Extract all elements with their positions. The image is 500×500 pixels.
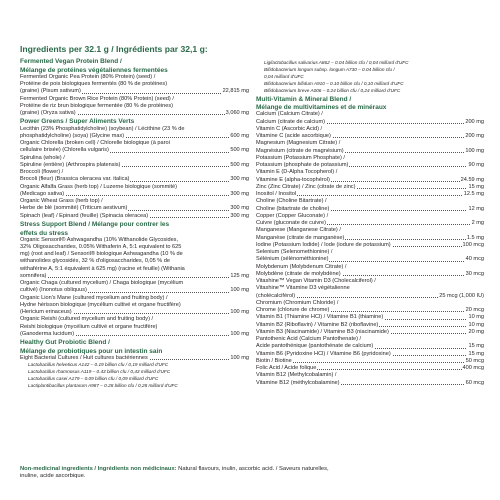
ingredient-line <box>20 198 249 205</box>
ingredient-amount: 22,815 mg <box>222 88 249 95</box>
ingredient-line <box>256 169 484 176</box>
ingredient-line <box>20 213 249 220</box>
ingredient-text: Herbe de blé (sommité) (Triticum aestivum) <box>20 205 128 212</box>
ingredient-text: Folic Acid / Acide folique <box>256 365 317 372</box>
ingredient-text: Vitamin B2 (Riboflavin) / Vitamine B2 (riboflavine) <box>256 321 379 328</box>
ingredient-amount: 125 mg <box>230 272 249 279</box>
ingredient-line <box>20 169 249 176</box>
ingredient-text: cellulaire brisée) (Chlorella vulgaris) <box>20 147 109 154</box>
ingredient-amount: 600 mg <box>230 132 249 139</box>
ingredient-amount: 10 mg <box>468 314 484 321</box>
ingredient-text: Organic Chlorella (broken cell) / Chlorelle biologique (à paroi <box>20 140 170 147</box>
ingredient-line <box>256 177 484 184</box>
non-medicinal-text-1: Natural flavours, inulin, ascorbic acid. / Saveurs naturelles, <box>176 466 329 472</box>
ingredient-text: somnifera) <box>20 272 47 279</box>
ingredient-text: (Ganoderma lucidum) <box>20 330 75 337</box>
ingredient-line <box>256 184 484 191</box>
ingredient-text: Potassium (phosphate de potassium) <box>256 162 349 169</box>
ingredient-amount: 100 mcg <box>462 241 484 248</box>
ingredient-line <box>20 110 249 117</box>
section-heading: effets du stress <box>20 229 69 237</box>
ingredient-line <box>256 235 484 242</box>
ingredient-text: Lactiplantibacillus plantarum A987 – 0.28 billion cfu / 0,28 milliard d'UFC <box>28 382 178 388</box>
ingredient-line <box>256 322 484 329</box>
ingredient-text: Vitamin B12 (Methylcobalamin) / <box>256 372 337 379</box>
ingredient-text: phosphatidylcholine) (soya) (Glycine max) <box>20 132 125 139</box>
ingredient-line <box>20 81 249 88</box>
section-heading: Fermented Vegan Protein Blend / <box>20 58 122 66</box>
ingredient-line <box>256 206 484 213</box>
ingredient-line <box>20 103 249 110</box>
ingredient-text: Vitamine B12 (méthylcobalamine) <box>256 379 340 386</box>
ingredient-line <box>256 329 484 336</box>
ingredient-amount: 40 mcg <box>465 256 484 263</box>
ingredient-text: Biotin / Biotine <box>256 357 292 364</box>
ingredient-amount: 2 mg <box>471 220 484 227</box>
ingredient-text: Vitamin C (Ascorbic Acid) / <box>256 125 323 132</box>
section-heading: Mélange de probiotiques pour un intestin sain <box>20 347 163 355</box>
ingredient-line <box>20 191 249 198</box>
ingredient-line <box>256 278 484 285</box>
ingredient-line <box>20 176 249 183</box>
non-medicinal-text-2: inuline, acide ascorbique. <box>20 473 86 480</box>
ingredient-line <box>20 184 249 191</box>
ingredient-line <box>256 155 484 162</box>
ingredient-line <box>20 126 249 133</box>
ingredient-amount: 400 mcg <box>462 365 484 372</box>
ingredients-title: Ingredients per 32.1 g / Ingrédients par 32,1 g: <box>20 44 208 54</box>
ingredient-amount: 200 mg <box>465 133 484 140</box>
ingredient-text: (cholécalciférol) <box>256 292 296 299</box>
ingredient-line <box>256 126 484 133</box>
ingredient-line <box>20 205 249 212</box>
ingredient-text: Lecithin (23% Phosphatidylcholine) (soybean) / Lécithine (23 % de <box>20 125 185 132</box>
ingredient-line <box>256 307 484 314</box>
ingredient-line <box>256 191 484 198</box>
ingredient-amount: 50 mcg <box>465 357 484 364</box>
section-heading: Mélange de multivitamines et de minéraux <box>256 104 387 112</box>
section-heading: Power Greens / Super Aliments Verts <box>20 118 135 126</box>
ingredient-text: Spinach (leaf) / Épinard (feuille) (Spinacia oleracea) <box>20 212 149 219</box>
ingredient-line <box>256 380 484 387</box>
ingredient-amount: 24.59 mg <box>460 176 484 183</box>
ingredient-text: Bifidobacterium breve A006 – 0.24 billion cfu / 0,24 milliard d'UFC <box>264 87 401 93</box>
ingredient-line <box>256 271 484 278</box>
section-heading: Stress Support Blend / Mélange pour contrer les <box>20 221 170 229</box>
culture-line <box>20 369 249 376</box>
ingredient-line <box>20 280 249 287</box>
ingredient-amount: 100 mg <box>230 330 249 337</box>
ingredient-line <box>256 256 484 263</box>
ingredient-text: cultivé) (Inonotus obliquus) <box>20 287 87 294</box>
ingredient-text: (graine) (Oryza sativa) <box>20 110 76 117</box>
ingredient-amount: 60 mcg <box>465 379 484 386</box>
ingredient-amount: 300 mg <box>230 190 249 197</box>
culture-line <box>20 376 249 383</box>
ingredient-line <box>20 324 249 331</box>
ingredient-line <box>20 273 249 280</box>
ingredient-amount: 1.5 mg <box>466 234 484 241</box>
ingredient-amount: 200 mg <box>465 118 484 125</box>
ingredient-amount: 90 mg <box>468 162 484 169</box>
ingredient-text: Fermented Organic Brown Rice Protein (80% Protein) (seed) / <box>20 95 174 102</box>
ingredient-text: Vitamin B3 (Niacinamide) / Vitamine B3 (niacinamide) <box>256 328 389 335</box>
ingredient-line <box>256 293 484 300</box>
ingredient-text: Organic Reishi (cultured mycelium and fruiting body) / <box>20 316 154 323</box>
ingredient-text: Protéine de pois biologiques fermentés (80 % de protéines) <box>20 81 168 88</box>
ingredient-text: Vitamin B6 (Pyridoxine HCl) / Vitamine B6 (pyridoxine) <box>256 350 391 357</box>
ingredient-text: Ligilactobacillus salivarius A862 – 0.04 billion cfu / 0,04 milliard d'UFC <box>264 60 409 65</box>
ingredient-line <box>256 343 484 350</box>
culture-line <box>256 60 484 67</box>
ingredient-line <box>256 264 484 271</box>
ingredient-text: Manganèse (citrate de manganèse) <box>256 234 345 241</box>
ingredient-text: (Medicago sativa) <box>20 190 65 197</box>
ingredient-text: Organic Lion's Mane (cultured mycelium and fruiting body) / <box>20 294 168 301</box>
ingredient-amount: 20 mcg <box>465 307 484 314</box>
ingredient-amount: 15 mg <box>468 350 484 357</box>
ingredient-line <box>256 198 484 205</box>
ingredient-text: Vitamin B1 (Thiamine HCl) / Vitamine B1 (thiamine) <box>256 314 384 321</box>
ingredient-amount: 300 mg <box>230 205 249 212</box>
ingredient-text: Vitamine E (alpha-tocophérol) <box>256 176 330 183</box>
ingredient-line <box>20 162 249 169</box>
ingredient-text: Vitamine C (acide ascorbique) <box>256 133 331 140</box>
culture-line <box>20 362 249 369</box>
ingredient-text: Cuivre (gluconate de cuivre) <box>256 220 326 227</box>
ingredient-text: Calcium (Calcium Citrate) / <box>256 111 323 118</box>
ingredient-text: Inositol / Inositol <box>256 191 297 198</box>
ingredient-line <box>20 237 249 244</box>
section-heading: Multi-Vitamin & Mineral Blend / <box>256 95 352 103</box>
ingredient-line <box>20 96 249 103</box>
ingredient-amount: 12 mg <box>468 205 484 212</box>
ingredient-text: Spiruline (entière) (Arthrospira platensis) <box>20 161 121 168</box>
ingredient-line <box>20 316 249 323</box>
ingredient-text: Organic Wheat Grass (herb top) / <box>20 198 103 205</box>
ingredient-text: Molybdène (citrate de molybdène) <box>256 270 341 277</box>
ingredient-text: Fermented Organic Pea Protein (80% Protein) (seed) / <box>20 73 156 80</box>
ingredient-text: (graine) (Pisum sativum) <box>20 88 81 95</box>
ingredient-line <box>256 227 484 234</box>
ingredient-line <box>256 285 484 292</box>
ingredient-text: Magnesium (Magnesium Citrate) / <box>256 140 341 147</box>
ingredient-line <box>256 162 484 169</box>
ingredient-text: Choline (Choline Bitartrate) / <box>256 198 327 205</box>
ingredient-text: Bifidobacterium bifidum A910 – 0.10 billion cfu / 0,10 milliard d'UFC <box>264 80 404 86</box>
ingredient-amount: 30 mcg <box>465 270 484 277</box>
ingredient-line <box>256 358 484 365</box>
ingredient-text: Potassium (Potassium Phosphate) / <box>256 154 345 161</box>
ingredient-line <box>256 314 484 321</box>
ingredient-line <box>20 266 249 273</box>
ingredient-text: Spirulina (whole) / <box>20 154 65 161</box>
ingredient-line <box>20 287 249 294</box>
ingredient-text: Choline (bitartrate de choline) <box>256 205 330 212</box>
ingredient-line <box>20 258 249 265</box>
ingredient-text: Vitamin E (D-Alpha Tocopherol) / <box>256 169 338 176</box>
ingredient-text: Organic Alfalfa Grass (herb top) / Luzerne biologique (sommité) <box>20 183 178 190</box>
ingredient-amount: 300 mg <box>230 212 249 219</box>
ingredient-line <box>20 140 249 147</box>
ingredient-text: Calcium (citrate de calcium) <box>256 118 326 125</box>
ingredient-line <box>256 249 484 256</box>
ingredient-text: (Hericium erinaceus) <box>20 309 72 316</box>
ingredient-text: Lactobacillus rhamnosus A119 – 0.43 billion cfu / 0,43 milliard d'UFC <box>28 369 171 375</box>
non-medicinal-label: Non-medicinal ingredients / Ingrédients non médicinaux: <box>20 466 177 472</box>
ingredient-text: Pantothenic Acid (Calcium Pantothenate) / <box>256 336 362 343</box>
ingredient-text: 0,04 milliard d'UFC <box>264 73 304 79</box>
ingredient-amount: 300 mg <box>230 176 249 183</box>
ingredient-line <box>256 336 484 343</box>
ingredient-text: withaférine A, 5:1 équivalent à 625 mg) (racine et feuille) (Withania <box>20 265 185 272</box>
ingredient-line <box>20 74 249 81</box>
ingredient-line <box>20 244 249 251</box>
ingredient-text: Reishi biologique (mycélium cultivé et organe fructifère) <box>20 323 158 330</box>
ingredient-line <box>256 133 484 140</box>
ingredient-amount: 15 mg <box>468 183 484 190</box>
ingredient-text: Brocoli (fleur) (Brassica oleracea var. italica) <box>20 176 130 183</box>
culture-line <box>256 74 484 81</box>
ingredient-text: Sélénium (sélénométhionine) <box>256 256 329 263</box>
ingredient-line <box>256 242 484 249</box>
section-heading: Mélange de protéines végétaliennes fermentées <box>20 66 168 74</box>
ingredient-line <box>256 148 484 155</box>
ingredient-line <box>20 155 249 162</box>
ingredient-text: Zinc (Zinc Citrate) / Zinc (citrate de zinc) <box>256 183 356 190</box>
ingredient-text: Chrome (chlorure de chrome) <box>256 307 330 314</box>
ingredient-line <box>20 147 249 154</box>
ingredient-text: Organic Chaga (cultured mycelium) / Chaga biologique (mycélium <box>20 280 184 287</box>
ingredient-line <box>20 331 249 338</box>
ingredient-text: Manganese (Manganese Citrate) / <box>256 227 341 234</box>
ingredient-text: Broccoli (flower) / <box>20 169 64 176</box>
ingredient-text: Eight Bacterial Cultures / Huit cultures bactériennes <box>20 354 148 361</box>
culture-line <box>256 88 484 95</box>
ingredient-line <box>256 300 484 307</box>
non-medicinal-ingredients <box>20 466 488 481</box>
right-column <box>256 60 484 387</box>
ingredient-line <box>20 355 249 362</box>
ingredient-text: Chromium (Chromium Chloride) / <box>256 299 339 306</box>
ingredient-text: Vitashine™ Vitamine D3 végétalienne <box>256 285 350 292</box>
ingredient-text: Lactobacillus casei A179 – 0.09 billion cfu / 0,09 milliard d'UFC <box>28 376 159 382</box>
ingredient-amount: 100 mg <box>230 354 249 361</box>
ingredient-amount: 100 mg <box>230 287 249 294</box>
ingredient-amount: 12.5 mg <box>463 191 484 198</box>
ingredient-amount: 500 mg <box>230 147 249 154</box>
culture-line <box>20 383 249 390</box>
ingredient-amount: 15 mg <box>468 343 484 350</box>
ingredient-text: Acide pantothénique (pantothénate de calcium) <box>256 343 374 350</box>
ingredient-line <box>256 220 484 227</box>
ingredient-amount: 500 mg <box>230 161 249 168</box>
ingredient-line <box>256 365 484 372</box>
ingredient-text: Selenium (Selenomethionine) / <box>256 249 333 256</box>
ingredient-amount: 10 mg <box>468 321 484 328</box>
ingredient-line <box>256 140 484 147</box>
ingredient-text: Magnésium (citrate de magnésium) <box>256 147 344 154</box>
left-column <box>20 57 249 390</box>
ingredient-text: withanolides glycosidés, 32 % d'oligosaccharides, 0,05 % de <box>20 258 171 265</box>
ingredient-text: Protéine de riz brun biologique fermentée (80 % de protéines) <box>20 102 173 109</box>
ingredient-text: Iodine (Potassium Iodide) / Iode (iodure de potassium) <box>256 241 391 248</box>
ingredient-text: Organic Sensoril® Ashwagandha (10% Withanolide Glycosides, <box>20 236 179 243</box>
ingredient-line <box>20 295 249 302</box>
ingredient-text: 32% Oligosaccharides, 0.05% Withaferin A, 5:1 equivalent to 625 <box>20 243 182 250</box>
ingredient-amount: 3,060 mg <box>225 110 249 117</box>
ingredient-text: Molybdenum (Molybdenum Citrate) / <box>256 263 347 270</box>
ingredient-line <box>20 88 249 95</box>
ingredient-amount: 100 mg <box>465 147 484 154</box>
culture-line <box>256 81 484 88</box>
dot-leader <box>20 277 249 278</box>
ingredient-line <box>256 213 484 220</box>
ingredient-line <box>256 119 484 126</box>
ingredient-line <box>20 309 249 316</box>
ingredient-line <box>20 302 249 309</box>
ingredient-line <box>256 351 484 358</box>
ingredient-line <box>20 251 249 258</box>
culture-line <box>256 67 484 74</box>
ingredient-text: mg) (root and leaf) / Sensoril® biologique Ashwagandha (10 % de <box>20 251 183 258</box>
ingredient-text: Bifidobacterium longum subsp. longum A730 – 0.04 billion cfu / <box>264 66 395 72</box>
ingredient-line <box>256 372 484 379</box>
ingredient-amount: 25 mcg (1,000 IU) <box>439 292 484 299</box>
ingredient-line <box>256 111 484 118</box>
ingredient-line <box>20 133 249 140</box>
ingredient-text: Lactobacillus helveticus A142 – 0.19 billion cfu / 0,19 milliard d'UFC <box>28 362 169 368</box>
ingredient-amount: 20 mg <box>468 328 484 335</box>
ingredient-text: Copper (Copper Gluconate) / <box>256 212 329 219</box>
section-heading: Healthy Gut Probiotic Blend / <box>20 339 110 347</box>
ingredient-amount: 100 mg <box>230 309 249 316</box>
ingredient-text: Vitashine™ Vegan Vitamin D3 (Cholecalciferol) / <box>256 278 376 285</box>
ingredient-text: Hydne hérisson biologique (mycélium cultivé et organe fructifère) <box>20 301 181 308</box>
